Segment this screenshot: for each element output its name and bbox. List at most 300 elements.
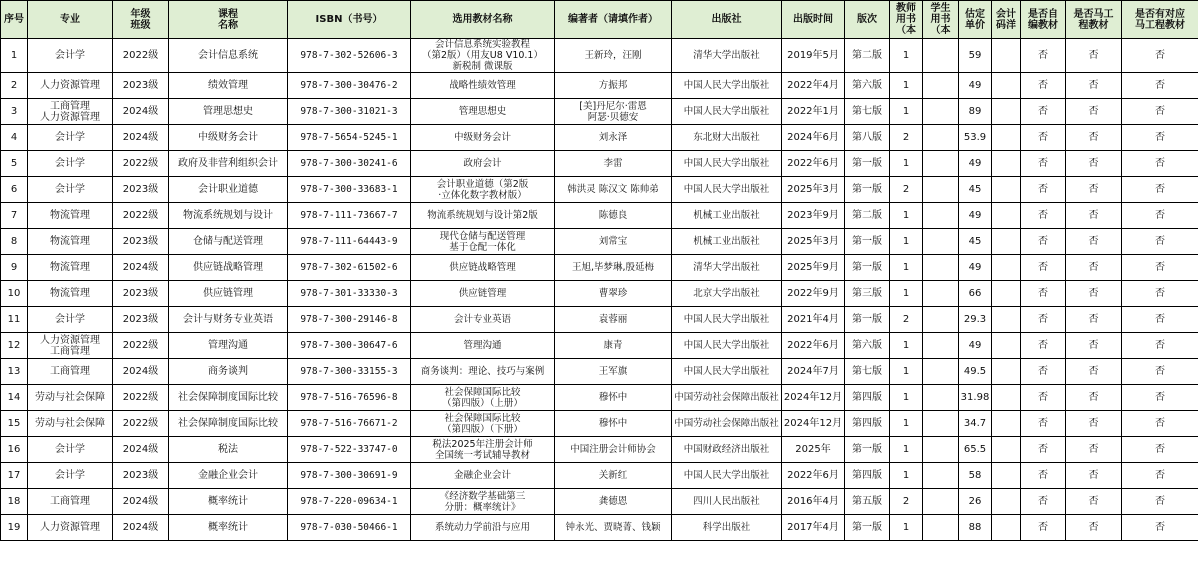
cell-edition[interactable]: 第一版 xyxy=(845,307,890,333)
cell-unit-price[interactable]: 45 xyxy=(959,229,992,255)
cell-unit-price[interactable]: 89 xyxy=(959,99,992,125)
cell-grade[interactable]: 2024级 xyxy=(113,489,169,515)
cell-pub-date[interactable]: 2024年12月 xyxy=(782,411,845,437)
cell-major[interactable]: 会计学 xyxy=(28,307,113,333)
cell-student-copies[interactable] xyxy=(923,463,959,489)
cell-course[interactable]: 社会保障制度国际比较 xyxy=(169,385,288,411)
cell-edition[interactable]: 第六版 xyxy=(845,333,890,359)
cell-isbn[interactable]: 978-7-516-76596-8 xyxy=(288,385,411,411)
cell-self-compiled[interactable]: 否 xyxy=(1021,359,1066,385)
cell-author[interactable]: 李雷 xyxy=(555,151,672,177)
cell-edition[interactable]: 第二版 xyxy=(845,203,890,229)
cell-textbook[interactable]: 《经济数学基础第三 分册：概率统计》 xyxy=(411,489,555,515)
cell-grade[interactable]: 2022级 xyxy=(113,151,169,177)
cell-author[interactable]: 方振邦 xyxy=(555,73,672,99)
cell-edition[interactable]: 第五版 xyxy=(845,489,890,515)
cell-pub-date[interactable]: 2021年4月 xyxy=(782,307,845,333)
cell-publisher[interactable]: 清华大学出版社 xyxy=(672,39,782,73)
cell-teacher-copies[interactable]: 1 xyxy=(890,73,923,99)
cell-edition[interactable]: 第七版 xyxy=(845,359,890,385)
cell-textbook[interactable]: 管理沟通 xyxy=(411,333,555,359)
cell-unit-price[interactable]: 66 xyxy=(959,281,992,307)
cell-student-copies[interactable] xyxy=(923,99,959,125)
cell-publisher[interactable]: 东北财大出版社 xyxy=(672,125,782,151)
cell-seq[interactable]: 12 xyxy=(1,333,28,359)
cell-teacher-copies[interactable]: 1 xyxy=(890,359,923,385)
cell-publisher[interactable]: 中国人民大学出版社 xyxy=(672,359,782,385)
cell-edition[interactable]: 第二版 xyxy=(845,39,890,73)
cell-pub-date[interactable]: 2022年6月 xyxy=(782,333,845,359)
cell-seq[interactable]: 1 xyxy=(1,39,28,73)
cell-unit-price[interactable]: 53.9 xyxy=(959,125,992,151)
cell-isbn[interactable]: 978-7-220-09634-1 xyxy=(288,489,411,515)
cell-mgc-equivalent[interactable]: 否 xyxy=(1122,411,1198,437)
cell-accounting-value[interactable] xyxy=(992,489,1021,515)
cell-accounting-value[interactable] xyxy=(992,73,1021,99)
cell-teacher-copies[interactable]: 1 xyxy=(890,437,923,463)
cell-mgc-equivalent[interactable]: 否 xyxy=(1122,489,1198,515)
cell-course[interactable]: 概率统计 xyxy=(169,515,288,541)
cell-major[interactable]: 会计学 xyxy=(28,151,113,177)
cell-teacher-copies[interactable]: 1 xyxy=(890,255,923,281)
cell-teacher-copies[interactable]: 1 xyxy=(890,463,923,489)
cell-self-compiled[interactable]: 否 xyxy=(1021,281,1066,307)
cell-accounting-value[interactable] xyxy=(992,255,1021,281)
cell-mgc-equivalent[interactable]: 否 xyxy=(1122,307,1198,333)
cell-major[interactable]: 物流管理 xyxy=(28,203,113,229)
cell-isbn[interactable]: 978-7-111-73667-7 xyxy=(288,203,411,229)
cell-teacher-copies[interactable]: 2 xyxy=(890,307,923,333)
cell-mgc-equivalent[interactable]: 否 xyxy=(1122,203,1198,229)
cell-mgc-equivalent[interactable]: 否 xyxy=(1122,99,1198,125)
cell-self-compiled[interactable]: 否 xyxy=(1021,333,1066,359)
cell-unit-price[interactable]: 49.5 xyxy=(959,359,992,385)
cell-pub-date[interactable]: 2024年6月 xyxy=(782,125,845,151)
cell-unit-price[interactable]: 31.98 xyxy=(959,385,992,411)
cell-isbn[interactable]: 978-7-300-33155-3 xyxy=(288,359,411,385)
cell-seq[interactable]: 9 xyxy=(1,255,28,281)
cell-author[interactable]: [美]丹尼尔·雷恩 阿瑟·贝德安 xyxy=(555,99,672,125)
cell-isbn[interactable]: 978-7-516-76671-2 xyxy=(288,411,411,437)
cell-teacher-copies[interactable]: 1 xyxy=(890,281,923,307)
cell-teacher-copies[interactable]: 2 xyxy=(890,177,923,203)
cell-accounting-value[interactable] xyxy=(992,333,1021,359)
cell-student-copies[interactable] xyxy=(923,281,959,307)
cell-seq[interactable]: 10 xyxy=(1,281,28,307)
cell-unit-price[interactable]: 59 xyxy=(959,39,992,73)
cell-author[interactable]: 曹翠珍 xyxy=(555,281,672,307)
cell-isbn[interactable]: 978-7-111-64443-9 xyxy=(288,229,411,255)
cell-mgc-equivalent[interactable]: 否 xyxy=(1122,333,1198,359)
cell-mgc-equivalent[interactable]: 否 xyxy=(1122,125,1198,151)
cell-major[interactable]: 劳动与社会保障 xyxy=(28,411,113,437)
cell-seq[interactable]: 14 xyxy=(1,385,28,411)
cell-self-compiled[interactable]: 否 xyxy=(1021,177,1066,203)
cell-self-compiled[interactable]: 否 xyxy=(1021,307,1066,333)
cell-course[interactable]: 社会保障制度国际比较 xyxy=(169,411,288,437)
cell-publisher[interactable]: 四川人民出版社 xyxy=(672,489,782,515)
cell-textbook[interactable]: 会计信息系统实验教程 （第2版）（用友U8 V10.1） 新税制 微课版 xyxy=(411,39,555,73)
cell-publisher[interactable]: 清华大学出版社 xyxy=(672,255,782,281)
cell-teacher-copies[interactable]: 1 xyxy=(890,411,923,437)
cell-textbook[interactable]: 战略性绩效管理 xyxy=(411,73,555,99)
cell-publisher[interactable]: 中国人民大学出版社 xyxy=(672,73,782,99)
cell-pub-date[interactable]: 2024年12月 xyxy=(782,385,845,411)
cell-mgc-textbook[interactable]: 否 xyxy=(1066,333,1122,359)
cell-grade[interactable]: 2023级 xyxy=(113,281,169,307)
cell-mgc-textbook[interactable]: 否 xyxy=(1066,73,1122,99)
cell-mgc-textbook[interactable]: 否 xyxy=(1066,177,1122,203)
cell-unit-price[interactable]: 26 xyxy=(959,489,992,515)
cell-author[interactable]: 王新玲，汪刚 xyxy=(555,39,672,73)
cell-student-copies[interactable] xyxy=(923,203,959,229)
cell-accounting-value[interactable] xyxy=(992,151,1021,177)
cell-seq[interactable]: 13 xyxy=(1,359,28,385)
cell-accounting-value[interactable] xyxy=(992,411,1021,437)
cell-author[interactable]: 韩洪灵 陈汉文 陈帅弟 xyxy=(555,177,672,203)
cell-course[interactable]: 政府及非营利组织会计 xyxy=(169,151,288,177)
cell-accounting-value[interactable] xyxy=(992,203,1021,229)
cell-grade[interactable]: 2022级 xyxy=(113,411,169,437)
cell-edition[interactable]: 第一版 xyxy=(845,437,890,463)
cell-pub-date[interactable]: 2024年7月 xyxy=(782,359,845,385)
cell-student-copies[interactable] xyxy=(923,489,959,515)
cell-edition[interactable]: 第四版 xyxy=(845,411,890,437)
cell-unit-price[interactable]: 88 xyxy=(959,515,992,541)
cell-self-compiled[interactable]: 否 xyxy=(1021,463,1066,489)
cell-textbook[interactable]: 供应链管理 xyxy=(411,281,555,307)
cell-mgc-equivalent[interactable]: 否 xyxy=(1122,515,1198,541)
cell-textbook[interactable]: 中级财务会计 xyxy=(411,125,555,151)
cell-major[interactable]: 工商管理 xyxy=(28,489,113,515)
cell-mgc-textbook[interactable]: 否 xyxy=(1066,281,1122,307)
cell-self-compiled[interactable]: 否 xyxy=(1021,73,1066,99)
cell-edition[interactable]: 第一版 xyxy=(845,515,890,541)
cell-course[interactable]: 中级财务会计 xyxy=(169,125,288,151)
cell-grade[interactable]: 2022级 xyxy=(113,203,169,229)
cell-textbook[interactable]: 现代仓储与配送管理 基于仓配一体化 xyxy=(411,229,555,255)
cell-mgc-equivalent[interactable]: 否 xyxy=(1122,73,1198,99)
cell-unit-price[interactable]: 45 xyxy=(959,177,992,203)
cell-edition[interactable]: 第八版 xyxy=(845,125,890,151)
cell-pub-date[interactable]: 2022年1月 xyxy=(782,99,845,125)
cell-accounting-value[interactable] xyxy=(992,385,1021,411)
cell-course[interactable]: 商务谈判 xyxy=(169,359,288,385)
cell-accounting-value[interactable] xyxy=(992,281,1021,307)
cell-self-compiled[interactable]: 否 xyxy=(1021,203,1066,229)
cell-accounting-value[interactable] xyxy=(992,463,1021,489)
cell-pub-date[interactable]: 2022年6月 xyxy=(782,151,845,177)
cell-isbn[interactable]: 978-7-302-61502-6 xyxy=(288,255,411,281)
cell-mgc-textbook[interactable]: 否 xyxy=(1066,39,1122,73)
cell-self-compiled[interactable]: 否 xyxy=(1021,151,1066,177)
cell-pub-date[interactable]: 2025年3月 xyxy=(782,229,845,255)
cell-mgc-textbook[interactable]: 否 xyxy=(1066,463,1122,489)
cell-accounting-value[interactable] xyxy=(992,515,1021,541)
cell-self-compiled[interactable]: 否 xyxy=(1021,515,1066,541)
cell-mgc-textbook[interactable]: 否 xyxy=(1066,437,1122,463)
cell-publisher[interactable]: 中国财政经济出版社 xyxy=(672,437,782,463)
cell-student-copies[interactable] xyxy=(923,151,959,177)
cell-author[interactable]: 康青 xyxy=(555,333,672,359)
cell-student-copies[interactable] xyxy=(923,385,959,411)
cell-pub-date[interactable]: 2025年 xyxy=(782,437,845,463)
cell-edition[interactable]: 第四版 xyxy=(845,463,890,489)
cell-publisher[interactable]: 中国劳动社会保障出版社 xyxy=(672,385,782,411)
cell-mgc-textbook[interactable]: 否 xyxy=(1066,255,1122,281)
cell-pub-date[interactable]: 2022年4月 xyxy=(782,73,845,99)
cell-mgc-equivalent[interactable]: 否 xyxy=(1122,39,1198,73)
cell-unit-price[interactable]: 49 xyxy=(959,203,992,229)
cell-isbn[interactable]: 978-7-300-30647-6 xyxy=(288,333,411,359)
cell-course[interactable]: 金融企业会计 xyxy=(169,463,288,489)
cell-mgc-textbook[interactable]: 否 xyxy=(1066,359,1122,385)
cell-grade[interactable]: 2024级 xyxy=(113,515,169,541)
cell-student-copies[interactable] xyxy=(923,307,959,333)
cell-teacher-copies[interactable]: 1 xyxy=(890,203,923,229)
cell-self-compiled[interactable]: 否 xyxy=(1021,99,1066,125)
cell-isbn[interactable]: 978-7-5654-5245-1 xyxy=(288,125,411,151)
cell-self-compiled[interactable]: 否 xyxy=(1021,385,1066,411)
cell-student-copies[interactable] xyxy=(923,359,959,385)
cell-course[interactable]: 仓储与配送管理 xyxy=(169,229,288,255)
cell-edition[interactable]: 第一版 xyxy=(845,229,890,255)
cell-grade[interactable]: 2022级 xyxy=(113,39,169,73)
cell-course[interactable]: 供应链战略管理 xyxy=(169,255,288,281)
cell-textbook[interactable]: 金融企业会计 xyxy=(411,463,555,489)
cell-author[interactable]: 龚德恩 xyxy=(555,489,672,515)
cell-grade[interactable]: 2024级 xyxy=(113,255,169,281)
cell-teacher-copies[interactable]: 2 xyxy=(890,489,923,515)
cell-grade[interactable]: 2022级 xyxy=(113,333,169,359)
cell-teacher-copies[interactable]: 1 xyxy=(890,229,923,255)
cell-course[interactable]: 绩效管理 xyxy=(169,73,288,99)
cell-publisher[interactable]: 中国人民大学出版社 xyxy=(672,307,782,333)
cell-textbook[interactable]: 政府会计 xyxy=(411,151,555,177)
cell-mgc-equivalent[interactable]: 否 xyxy=(1122,151,1198,177)
cell-textbook[interactable]: 物流系统规划与设计第2版 xyxy=(411,203,555,229)
cell-grade[interactable]: 2024级 xyxy=(113,437,169,463)
cell-unit-price[interactable]: 65.5 xyxy=(959,437,992,463)
cell-major[interactable]: 物流管理 xyxy=(28,255,113,281)
cell-course[interactable]: 会计信息系统 xyxy=(169,39,288,73)
cell-course[interactable]: 管理思想史 xyxy=(169,99,288,125)
cell-student-copies[interactable] xyxy=(923,39,959,73)
cell-author[interactable]: 袁蓉丽 xyxy=(555,307,672,333)
cell-mgc-textbook[interactable]: 否 xyxy=(1066,307,1122,333)
cell-seq[interactable]: 11 xyxy=(1,307,28,333)
cell-publisher[interactable]: 中国人民大学出版社 xyxy=(672,99,782,125)
cell-teacher-copies[interactable]: 1 xyxy=(890,385,923,411)
cell-author[interactable]: 刘常宝 xyxy=(555,229,672,255)
cell-textbook[interactable]: 社会保障国际比较 （第四版）（上册） xyxy=(411,385,555,411)
cell-self-compiled[interactable]: 否 xyxy=(1021,255,1066,281)
cell-self-compiled[interactable]: 否 xyxy=(1021,125,1066,151)
cell-course[interactable]: 供应链管理 xyxy=(169,281,288,307)
cell-publisher[interactable]: 中国劳动社会保障出版社 xyxy=(672,411,782,437)
cell-major[interactable]: 会计学 xyxy=(28,437,113,463)
cell-mgc-equivalent[interactable]: 否 xyxy=(1122,437,1198,463)
cell-major[interactable]: 物流管理 xyxy=(28,281,113,307)
cell-unit-price[interactable]: 49 xyxy=(959,73,992,99)
cell-textbook[interactable]: 社会保障国际比较 （第四版）（下册） xyxy=(411,411,555,437)
cell-seq[interactable]: 2 xyxy=(1,73,28,99)
cell-isbn[interactable]: 978-7-300-30691-9 xyxy=(288,463,411,489)
cell-mgc-textbook[interactable]: 否 xyxy=(1066,229,1122,255)
cell-major[interactable]: 人力资源管理 xyxy=(28,73,113,99)
cell-publisher[interactable]: 中国人民大学出版社 xyxy=(672,177,782,203)
cell-author[interactable]: 中国注册会计师协会 xyxy=(555,437,672,463)
cell-author[interactable]: 刘永泽 xyxy=(555,125,672,151)
cell-student-copies[interactable] xyxy=(923,411,959,437)
cell-major[interactable]: 会计学 xyxy=(28,463,113,489)
cell-grade[interactable]: 2023级 xyxy=(113,229,169,255)
cell-mgc-textbook[interactable]: 否 xyxy=(1066,515,1122,541)
cell-seq[interactable]: 17 xyxy=(1,463,28,489)
cell-textbook[interactable]: 税法2025年注册会计师 全国统一考试辅导教材 xyxy=(411,437,555,463)
cell-pub-date[interactable]: 2025年3月 xyxy=(782,177,845,203)
cell-mgc-equivalent[interactable]: 否 xyxy=(1122,255,1198,281)
cell-teacher-copies[interactable]: 1 xyxy=(890,333,923,359)
cell-publisher[interactable]: 北京大学出版社 xyxy=(672,281,782,307)
cell-pub-date[interactable]: 2022年9月 xyxy=(782,281,845,307)
cell-major[interactable]: 工商管理 人力资源管理 xyxy=(28,99,113,125)
cell-major[interactable]: 会计学 xyxy=(28,125,113,151)
cell-accounting-value[interactable] xyxy=(992,177,1021,203)
cell-course[interactable]: 物流系统规划与设计 xyxy=(169,203,288,229)
cell-pub-date[interactable]: 2025年9月 xyxy=(782,255,845,281)
cell-author[interactable]: 穆怀中 xyxy=(555,385,672,411)
cell-self-compiled[interactable]: 否 xyxy=(1021,437,1066,463)
cell-major[interactable]: 物流管理 xyxy=(28,229,113,255)
cell-seq[interactable]: 7 xyxy=(1,203,28,229)
cell-course[interactable]: 会计职业道德 xyxy=(169,177,288,203)
cell-student-copies[interactable] xyxy=(923,437,959,463)
cell-grade[interactable]: 2024级 xyxy=(113,99,169,125)
cell-accounting-value[interactable] xyxy=(992,307,1021,333)
cell-major[interactable]: 工商管理 xyxy=(28,359,113,385)
cell-student-copies[interactable] xyxy=(923,229,959,255)
cell-major[interactable]: 会计学 xyxy=(28,177,113,203)
cell-self-compiled[interactable]: 否 xyxy=(1021,411,1066,437)
cell-accounting-value[interactable] xyxy=(992,437,1021,463)
cell-textbook[interactable]: 会计专业英语 xyxy=(411,307,555,333)
cell-teacher-copies[interactable]: 2 xyxy=(890,125,923,151)
cell-grade[interactable]: 2023级 xyxy=(113,307,169,333)
cell-teacher-copies[interactable]: 1 xyxy=(890,151,923,177)
cell-student-copies[interactable] xyxy=(923,255,959,281)
cell-mgc-textbook[interactable]: 否 xyxy=(1066,99,1122,125)
cell-publisher[interactable]: 中国人民大学出版社 xyxy=(672,151,782,177)
cell-pub-date[interactable]: 2016年4月 xyxy=(782,489,845,515)
cell-author[interactable]: 王旭,毕梦琳,殷延梅 xyxy=(555,255,672,281)
cell-author[interactable]: 钟永光、贾晓菁、钱颖 xyxy=(555,515,672,541)
cell-grade[interactable]: 2023级 xyxy=(113,463,169,489)
cell-mgc-textbook[interactable]: 否 xyxy=(1066,125,1122,151)
cell-author[interactable]: 陈德良 xyxy=(555,203,672,229)
cell-self-compiled[interactable]: 否 xyxy=(1021,229,1066,255)
cell-publisher[interactable]: 机械工业出版社 xyxy=(672,229,782,255)
cell-seq[interactable]: 18 xyxy=(1,489,28,515)
cell-mgc-equivalent[interactable]: 否 xyxy=(1122,359,1198,385)
cell-publisher[interactable]: 中国人民大学出版社 xyxy=(672,333,782,359)
cell-seq[interactable]: 3 xyxy=(1,99,28,125)
cell-textbook[interactable]: 供应链战略管理 xyxy=(411,255,555,281)
cell-isbn[interactable]: 978-7-300-30241-6 xyxy=(288,151,411,177)
cell-student-copies[interactable] xyxy=(923,333,959,359)
cell-course[interactable]: 税法 xyxy=(169,437,288,463)
cell-author[interactable]: 穆怀中 xyxy=(555,411,672,437)
cell-accounting-value[interactable] xyxy=(992,39,1021,73)
cell-mgc-equivalent[interactable]: 否 xyxy=(1122,177,1198,203)
cell-mgc-equivalent[interactable]: 否 xyxy=(1122,463,1198,489)
cell-unit-price[interactable]: 29.3 xyxy=(959,307,992,333)
cell-seq[interactable]: 19 xyxy=(1,515,28,541)
cell-mgc-textbook[interactable]: 否 xyxy=(1066,151,1122,177)
cell-accounting-value[interactable] xyxy=(992,125,1021,151)
cell-isbn[interactable]: 978-7-301-33330-3 xyxy=(288,281,411,307)
cell-accounting-value[interactable] xyxy=(992,359,1021,385)
cell-seq[interactable]: 5 xyxy=(1,151,28,177)
cell-edition[interactable]: 第四版 xyxy=(845,385,890,411)
cell-teacher-copies[interactable]: 1 xyxy=(890,515,923,541)
cell-grade[interactable]: 2022级 xyxy=(113,385,169,411)
cell-mgc-equivalent[interactable]: 否 xyxy=(1122,385,1198,411)
cell-student-copies[interactable] xyxy=(923,515,959,541)
cell-grade[interactable]: 2024级 xyxy=(113,359,169,385)
cell-textbook[interactable]: 商务谈判：理论、技巧与案例 xyxy=(411,359,555,385)
cell-edition[interactable]: 第一版 xyxy=(845,177,890,203)
cell-textbook[interactable]: 管理思想史 xyxy=(411,99,555,125)
cell-seq[interactable]: 4 xyxy=(1,125,28,151)
cell-major[interactable]: 会计学 xyxy=(28,39,113,73)
cell-textbook[interactable]: 系统动力学前沿与应用 xyxy=(411,515,555,541)
cell-isbn[interactable]: 978-7-300-33683-1 xyxy=(288,177,411,203)
cell-author[interactable]: 关新红 xyxy=(555,463,672,489)
cell-course[interactable]: 概率统计 xyxy=(169,489,288,515)
cell-edition[interactable]: 第七版 xyxy=(845,99,890,125)
cell-grade[interactable]: 2024级 xyxy=(113,125,169,151)
cell-isbn[interactable]: 978-7-300-30476-2 xyxy=(288,73,411,99)
cell-seq[interactable]: 16 xyxy=(1,437,28,463)
cell-edition[interactable]: 第三版 xyxy=(845,281,890,307)
cell-student-copies[interactable] xyxy=(923,125,959,151)
cell-mgc-equivalent[interactable]: 否 xyxy=(1122,281,1198,307)
cell-unit-price[interactable]: 49 xyxy=(959,151,992,177)
cell-isbn[interactable]: 978-7-302-52606-3 xyxy=(288,39,411,73)
cell-unit-price[interactable]: 49 xyxy=(959,255,992,281)
cell-mgc-textbook[interactable]: 否 xyxy=(1066,489,1122,515)
cell-grade[interactable]: 2023级 xyxy=(113,177,169,203)
cell-major[interactable]: 人力资源管理 工商管理 xyxy=(28,333,113,359)
cell-edition[interactable]: 第一版 xyxy=(845,151,890,177)
cell-publisher[interactable]: 中国人民大学出版社 xyxy=(672,463,782,489)
cell-seq[interactable]: 15 xyxy=(1,411,28,437)
cell-student-copies[interactable] xyxy=(923,177,959,203)
cell-publisher[interactable]: 机械工业出版社 xyxy=(672,203,782,229)
cell-accounting-value[interactable] xyxy=(992,229,1021,255)
cell-grade[interactable]: 2023级 xyxy=(113,73,169,99)
cell-pub-date[interactable]: 2023年9月 xyxy=(782,203,845,229)
cell-unit-price[interactable]: 49 xyxy=(959,333,992,359)
cell-self-compiled[interactable]: 否 xyxy=(1021,489,1066,515)
cell-pub-date[interactable]: 2017年4月 xyxy=(782,515,845,541)
cell-major[interactable]: 劳动与社会保障 xyxy=(28,385,113,411)
cell-publisher[interactable]: 科学出版社 xyxy=(672,515,782,541)
cell-isbn[interactable]: 978-7-300-29146-8 xyxy=(288,307,411,333)
cell-major[interactable]: 人力资源管理 xyxy=(28,515,113,541)
cell-course[interactable]: 会计与财务专业英语 xyxy=(169,307,288,333)
